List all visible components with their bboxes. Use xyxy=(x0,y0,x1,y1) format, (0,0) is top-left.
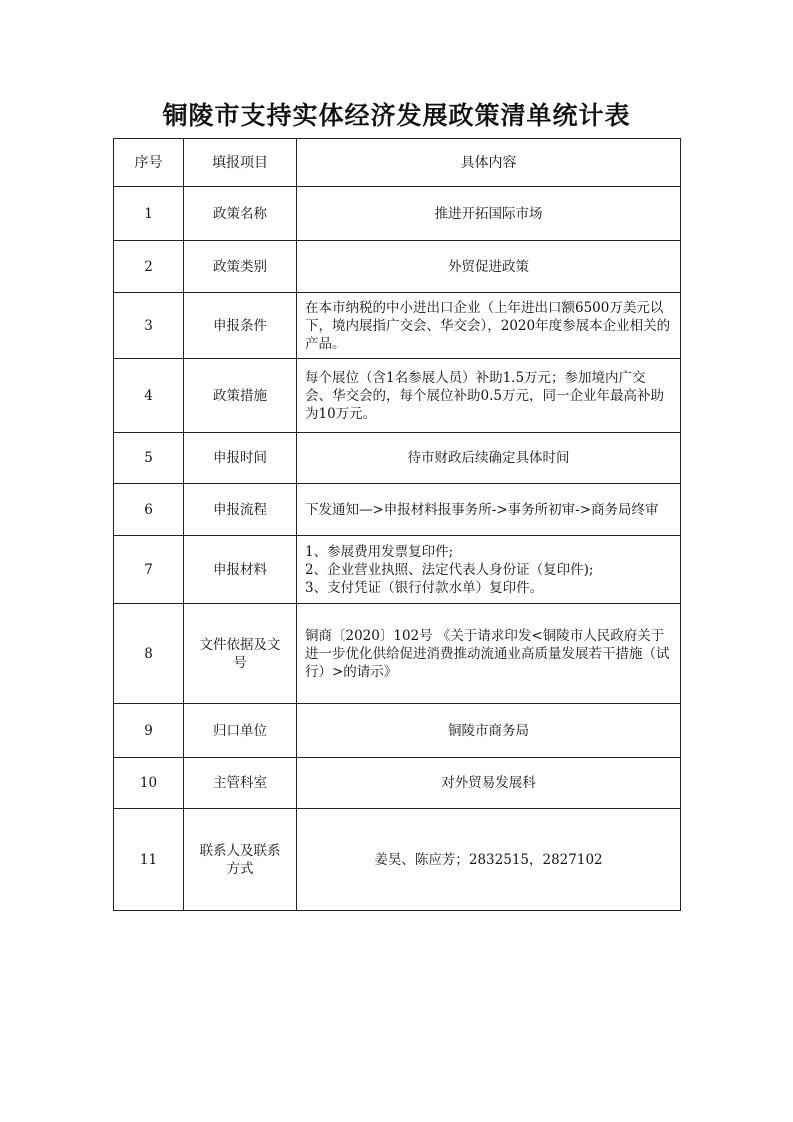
row-item: 主管科室 xyxy=(184,758,297,809)
row-content: 对外贸易发展科 xyxy=(297,758,681,809)
table-row xyxy=(114,604,681,704)
row-number: 4 xyxy=(114,359,184,433)
row-content: 待市财政后续确定具体时间 xyxy=(297,433,681,484)
row-item: 归口单位 xyxy=(184,704,297,758)
row-item: 申报流程 xyxy=(184,484,297,536)
row-number: 5 xyxy=(114,433,184,484)
row-item: 政策措施 xyxy=(184,359,297,433)
table-row xyxy=(114,704,681,758)
row-number: 3 xyxy=(114,293,184,359)
table-row xyxy=(114,809,681,911)
row-number: 6 xyxy=(114,484,184,536)
table-row xyxy=(114,536,681,604)
table-row xyxy=(114,293,681,359)
row-item: 政策名称 xyxy=(184,187,297,241)
table-row xyxy=(114,359,681,433)
header-item: 填报项目 xyxy=(184,139,297,187)
table-header xyxy=(114,139,681,187)
row-content: 每个展位（含1名参展人员）补助1.5万元；参加境内广交会、华交会的，每个展位补助0.5万元，同一企业年最高补助为10万元。 xyxy=(297,359,681,433)
table-row xyxy=(114,187,681,241)
row-content: 推进开拓国际市场 xyxy=(297,187,681,241)
table-row xyxy=(114,241,681,293)
row-content: 铜商〔2020〕102号 《关于请求印发<铜陵市人民政府关于进一步优化供给促进消费推动流通业高质量发展若干措施（试行）>的请示》 xyxy=(297,604,681,704)
row-content: 1、参展费用发票复印件; 2、企业营业执照、法定代表人身份证（复印件); 3、支付凭证（银行付款水单）复印件。 xyxy=(297,536,681,604)
row-content: 外贸促进政策 xyxy=(297,241,681,293)
row-item: 申报时间 xyxy=(184,433,297,484)
policy-table xyxy=(113,138,681,911)
table-row xyxy=(114,758,681,809)
table-row xyxy=(114,484,681,536)
row-number: 10 xyxy=(114,758,184,809)
header-content: 具体内容 xyxy=(297,139,681,187)
row-item: 政策类别 xyxy=(184,241,297,293)
row-item: 文件依据及文号 xyxy=(184,604,297,704)
row-content: 姜昊、陈应芳；2832515，2827102 xyxy=(297,809,681,911)
row-number: 11 xyxy=(114,809,184,911)
row-number: 1 xyxy=(114,187,184,241)
row-content: 下发通知—>申报材料报事务所->事务所初审->商务局终审 xyxy=(297,484,681,536)
row-number: 7 xyxy=(114,536,184,604)
row-content: 铜陵市商务局 xyxy=(297,704,681,758)
row-number: 2 xyxy=(114,241,184,293)
row-number: 9 xyxy=(114,704,184,758)
row-number: 8 xyxy=(114,604,184,704)
row-content: 在本市纳税的中小进出口企业（上年进出口额6500万美元以下，境内展指广交会、华交会），2020年度参展本企业相关的产品。 xyxy=(297,293,681,359)
row-item: 申报条件 xyxy=(184,293,297,359)
table-row xyxy=(114,433,681,484)
row-item: 联系人及联系方式 xyxy=(184,809,297,911)
page-title: 铜陵市支持实体经济发展政策清单统计表 xyxy=(162,101,631,130)
header-no: 序号 xyxy=(114,139,184,187)
row-item: 申报材料 xyxy=(184,536,297,604)
